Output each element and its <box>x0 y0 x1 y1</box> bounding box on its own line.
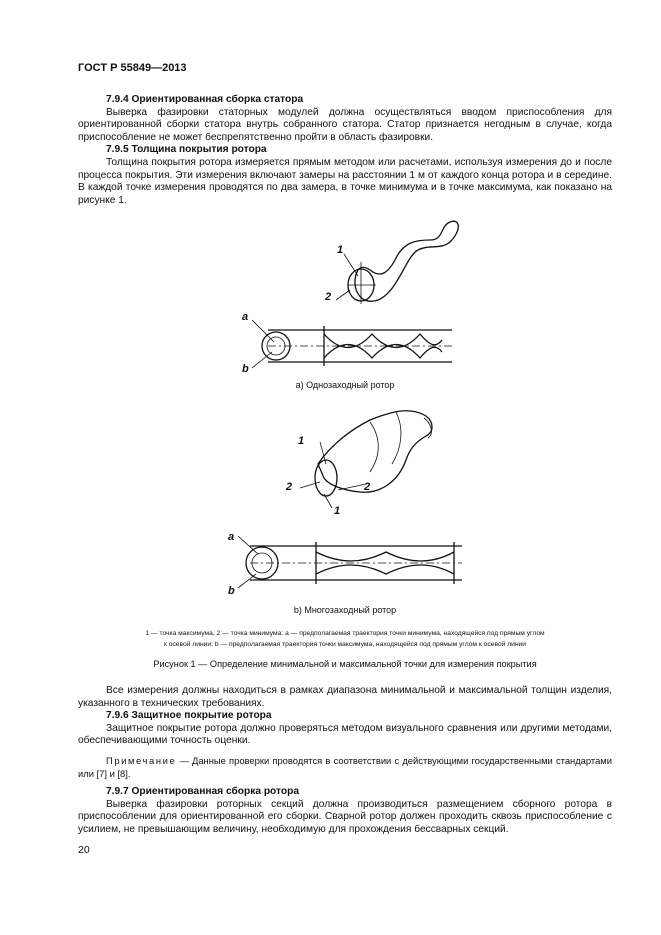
paragraph-7-9-5: Толщина покрытия ротора измеряется прямым методом или расчетами, используя измерения до и после процесса покрытия. Эти измерения включают замеры на расстоянии 1 м от каждого конца ротора и в середине. В каждой точке измерения проводятся по два замера, в точке минимума и в точке максимума, как показано на рисунке 1. <box>78 156 612 206</box>
heading-7-9-7: 7.9.7 Ориентированная сборка ротора <box>106 786 299 798</box>
figure-title: Рисунок 1 — Определение минимальной и максимальной точки для измерения покрытия <box>153 659 537 669</box>
fig-a-label-1: 1 <box>337 244 344 256</box>
section-7-9-4-7-9-5 <box>78 94 612 207</box>
note-7-9-6 <box>78 755 612 780</box>
rotor-b-end <box>315 460 337 496</box>
rotor-a-body <box>355 221 458 301</box>
fig-b-label-2: 2 <box>286 481 293 493</box>
fig-a-label-a: a <box>242 311 249 323</box>
rotor-b-body <box>318 411 432 492</box>
figure-a-drawing <box>230 212 470 377</box>
paragraph-7-9-7: Выверка фазировки роторных секций должна производиться размещением сборного ротора в приспособлении для ориентированной его сборки. Сварной ротор должен проходить сквозь приспособление с усилием, не превышающим величину, необходимую для прохождения бессварных секций. <box>78 798 612 835</box>
fig-b-label-1: 1 <box>298 435 305 447</box>
paragraph-7-9-6: Защитное покрытие ротора должно проверяться методом визуального сравнения или другими методами, обеспечивающими точность оценки. <box>78 722 612 747</box>
fig-a-label-b: b <box>242 363 249 375</box>
note-label: Примечание <box>106 754 177 766</box>
note-text: — Данные проверки проводятся в соответствии с действующими государственными стандартами или [7] и [8]. <box>78 754 612 779</box>
section-after-figure <box>78 685 612 837</box>
figure-legend-line-2: к осевой линии; b — предполагаемая траектория точки максимума, находящейся под прямым углом к осевой линии <box>163 641 527 648</box>
figure-a-caption: а) Однозаходный ротор <box>295 380 395 390</box>
figure-b-drawing <box>220 402 480 602</box>
fig-b-label-a: a <box>228 531 235 543</box>
fig-a-label-2: 2 <box>325 291 332 303</box>
page-number: 20 <box>78 844 90 856</box>
heading-7-9-5: 7.9.5 Толщина покрытия ротора <box>106 144 267 156</box>
heading-7-9-4: 7.9.4 Ориентированная сборка статора <box>106 94 304 105</box>
paragraph-7-9-4: Выверка фазировки статорных модулей должна осуществляться вводом приспособления для ориентированной сборки статора внутрь собранного статора. Статор признается негодным в случае, когда приспособление не может беспрепятственно пройти в область фазировки. <box>78 106 612 143</box>
figure-legend-line-1: 1 — точка максимума, 2 — точка минимума: a — предполагаемая траектория точки минимума, находящейся под прямым углом <box>145 630 545 637</box>
fig-b-label-b: b <box>228 585 235 597</box>
fig-b-label-2-right: 2 <box>364 481 371 493</box>
document-header: ГОСТ Р 55849—2013 <box>78 62 187 74</box>
paragraph-after-figure: Все измерения должны находиться в рамках диапазона минимальной и максимальной толщин изделия, указанного в технических требованиях. <box>78 685 612 709</box>
figure-b-caption: b) Многозаходный ротор <box>293 605 397 615</box>
fig-b-label-1-bottom: 1 <box>334 505 341 517</box>
figure-legend <box>78 628 612 650</box>
heading-7-9-6: 7.9.6 Защитное покрытие ротора <box>106 710 272 722</box>
